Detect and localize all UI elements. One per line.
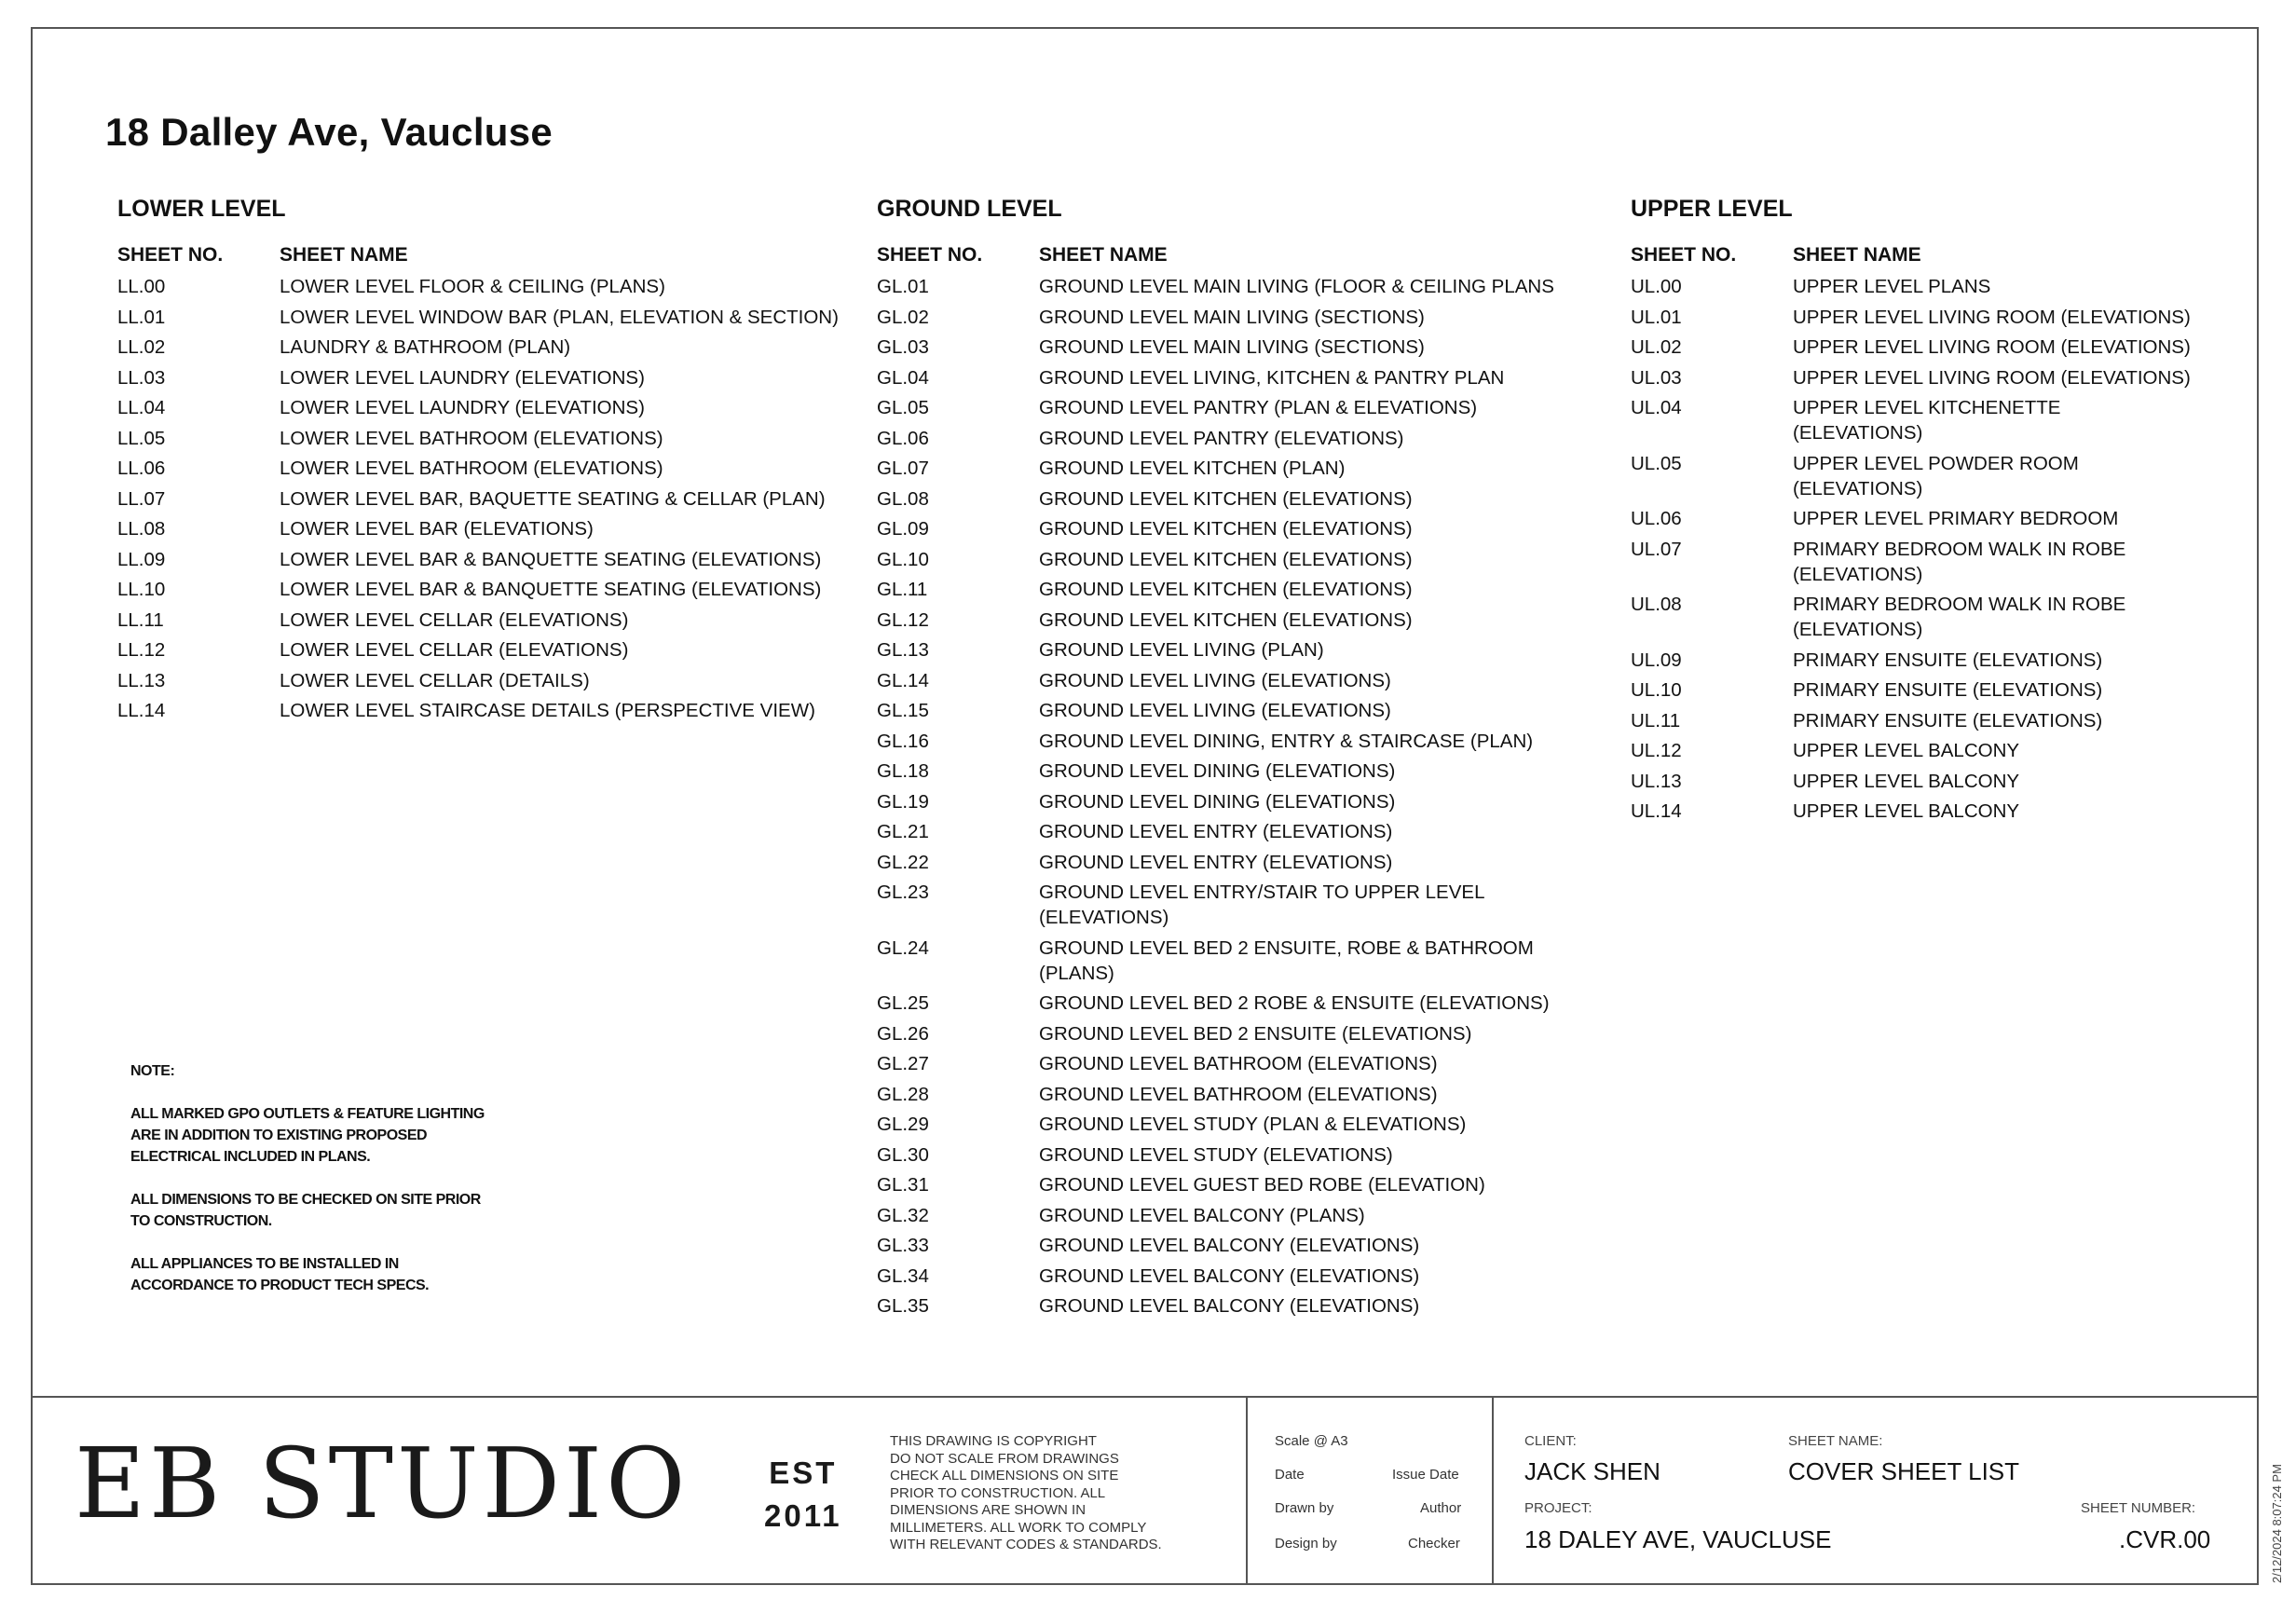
sheet-name: GROUND LEVEL LIVING, KITCHEN & PANTRY PLAN — [1039, 366, 1505, 389]
sheet-number: LL.11 — [117, 608, 164, 631]
date-value: Issue Date — [1392, 1467, 1459, 1483]
sheet-name-header: SHEET NAME — [280, 244, 408, 266]
sheet-number: LL.05 — [117, 427, 166, 449]
sheet-number: LL.09 — [117, 548, 166, 570]
sheet-number: LL.12 — [117, 639, 166, 661]
sheet-row — [1631, 677, 2194, 703]
sheet-row — [877, 486, 1598, 512]
sheet-number: LL.13 — [117, 669, 166, 691]
sheet-number: GL.16 — [877, 730, 929, 752]
sheet-number: UL.08 — [1631, 594, 1682, 615]
sheet-number: LL.03 — [117, 366, 166, 389]
sheet-name: GROUND LEVEL PANTRY (PLAN & ELEVATIONS) — [1039, 397, 1478, 418]
title-block-top-border — [31, 1396, 2259, 1398]
sheet-no-header: SHEET NO. — [117, 244, 224, 266]
sheet-name: GROUND LEVEL KITCHEN (ELEVATIONS) — [1039, 518, 1413, 540]
sheet-name: LOWER LEVEL CELLAR (ELEVATIONS) — [280, 639, 629, 661]
drawn-by-value: Author — [1420, 1500, 1462, 1516]
scale-label: Scale @ A3 — [1275, 1433, 1348, 1449]
sheet-number: LL.04 — [117, 397, 166, 418]
project-label: PROJECT: — [1524, 1500, 1592, 1516]
sheet-row — [117, 516, 839, 541]
sheet-number: LL.08 — [117, 518, 166, 540]
sheet-row — [877, 936, 1598, 986]
sheet-name: GROUND LEVEL LIVING (ELEVATIONS) — [1039, 700, 1391, 721]
sheet-number: UL.07 — [1631, 538, 1682, 560]
sheet-number: GL.18 — [877, 760, 929, 782]
sheet-name: PRIMARY BEDROOM WALK IN ROBE (ELEVATIONS) — [1793, 538, 2126, 585]
sheet-name: PRIMARY ENSUITE (ELEVATIONS) — [1793, 679, 2103, 701]
sheet-number: GL.07 — [877, 458, 929, 479]
sheet-row — [877, 395, 1598, 420]
copyright-line: DIMENSIONS ARE SHOWN IN — [890, 1502, 1086, 1518]
sheet-row — [117, 335, 839, 360]
title-block-divider — [1246, 1396, 1248, 1585]
date-label: Date — [1275, 1467, 1305, 1483]
sheet-number: GL.15 — [877, 700, 929, 721]
sheet-number: GL.06 — [877, 427, 929, 449]
sheet-number: GL.19 — [877, 790, 929, 813]
sheet-number: LL.00 — [117, 276, 166, 297]
sheet-name: LOWER LEVEL BAR & BANQUETTE SEATING (ELEVATIONS) — [280, 579, 822, 600]
est-label: EST — [769, 1456, 838, 1490]
sheet-name: GROUND LEVEL BATHROOM (ELEVATIONS) — [1039, 1053, 1438, 1074]
drawn-by-label: Drawn by — [1275, 1500, 1334, 1516]
sheet-name: LOWER LEVEL BAR (ELEVATIONS) — [280, 518, 594, 540]
sheet-number: GL.26 — [877, 1022, 929, 1045]
sheet-number: GL.21 — [877, 821, 929, 842]
sheet-name: LOWER LEVEL WINDOW BAR (PLAN, ELEVATION & SECTION) — [280, 306, 839, 328]
sheet-name: UPPER LEVEL LIVING ROOM (ELEVATIONS) — [1793, 336, 2191, 358]
sheet-number: GL.30 — [877, 1143, 929, 1166]
sheet-name: PRIMARY ENSUITE (ELEVATIONS) — [1793, 709, 2103, 731]
sheet-number: GL.35 — [877, 1295, 929, 1317]
sheet-name: GROUND LEVEL ENTRY (ELEVATIONS) — [1039, 821, 1393, 842]
sheet-row — [117, 668, 839, 693]
sheet-number: UL.05 — [1631, 452, 1682, 474]
sheet-number: GL.12 — [877, 608, 929, 631]
sheet-name: GROUND LEVEL BALCONY (ELEVATIONS) — [1039, 1264, 1420, 1287]
client-label: CLIENT: — [1524, 1433, 1577, 1449]
notes-block — [130, 1060, 485, 1318]
sheet-name: GROUND LEVEL STUDY (PLAN & ELEVATIONS) — [1039, 1114, 1467, 1135]
sheet-number: GL.34 — [877, 1264, 929, 1287]
copyright-line: THIS DRAWING IS COPYRIGHT — [890, 1433, 1097, 1449]
sheet-row — [1631, 769, 2194, 794]
sheet-row — [117, 395, 839, 420]
sheet-number: GL.32 — [877, 1204, 929, 1226]
sheet-row — [877, 1172, 1598, 1197]
sheet-name: GROUND LEVEL ENTRY (ELEVATIONS) — [1039, 851, 1393, 873]
sheet-row — [117, 426, 839, 451]
sheet-name: GROUND LEVEL ENTRY/STAIR TO UPPER LEVEL (ELEVATIONS) — [1039, 882, 1484, 928]
sheet-name: GROUND LEVEL BATHROOM (ELEVATIONS) — [1039, 1083, 1438, 1105]
sheet-name: LOWER LEVEL FLOOR & CEILING (PLANS) — [280, 276, 665, 297]
sheet-name: GROUND LEVEL DINING (ELEVATIONS) — [1039, 760, 1396, 782]
sheet-name: LOWER LEVEL CELLAR (DETAILS) — [280, 669, 590, 691]
sheet-number-label: SHEET NUMBER: — [2081, 1500, 2196, 1516]
sheet-row — [877, 456, 1598, 481]
sheet-row — [1631, 506, 2194, 531]
sheet-name: GROUND LEVEL MAIN LIVING (SECTIONS) — [1039, 336, 1425, 358]
sheet-row — [1631, 648, 2194, 673]
sheet-number: GL.27 — [877, 1053, 929, 1074]
sheet-row — [877, 426, 1598, 451]
sheet-row — [877, 516, 1598, 541]
sheet-number: GL.22 — [877, 851, 929, 873]
sheet-number: LL.06 — [117, 458, 166, 479]
sheet-name: GROUND LEVEL KITCHEN (ELEVATIONS) — [1039, 579, 1413, 600]
sheet-row — [877, 305, 1598, 330]
sheet-name: UPPER LEVEL PLANS — [1793, 276, 1991, 297]
upper-level-section — [1631, 196, 2194, 829]
sheet-row — [877, 759, 1598, 784]
lower-level-section — [117, 196, 839, 729]
studio-logo: EB STUDIO — [75, 1427, 690, 1540]
sheet-number: UL.09 — [1631, 649, 1682, 671]
sheet-row — [117, 698, 839, 723]
sheet-number: UL.04 — [1631, 397, 1682, 418]
column-headers — [117, 244, 839, 274]
copyright-line: MILLIMETERS. ALL WORK TO COMPLY — [890, 1519, 1147, 1536]
sheet-row — [877, 1112, 1598, 1137]
sheet-row — [877, 637, 1598, 663]
sheet-row — [877, 668, 1598, 693]
sheet-row — [877, 365, 1598, 390]
level-heading: UPPER LEVEL — [1631, 196, 1793, 222]
sheet-row — [117, 365, 839, 390]
sheet-number: GL.14 — [877, 669, 929, 691]
sheet-row — [1631, 799, 2194, 824]
sheet-name: LOWER LEVEL CELLAR (ELEVATIONS) — [280, 608, 629, 631]
sheet-name: PRIMARY BEDROOM WALK IN ROBE (ELEVATIONS) — [1793, 594, 2126, 640]
sheet-row — [117, 608, 839, 633]
sheet-name: GROUND LEVEL LIVING (PLAN) — [1039, 639, 1324, 661]
sheet-row — [117, 274, 839, 299]
sheet-number: GL.03 — [877, 336, 929, 358]
sheet-number: GL.08 — [877, 487, 929, 510]
sheet-row — [1631, 305, 2194, 330]
sheet-name-value: COVER SHEET LIST — [1788, 1457, 2020, 1485]
copyright-line: DO NOT SCALE FROM DRAWINGS — [890, 1450, 1119, 1467]
sheet-number: GL.13 — [877, 639, 929, 661]
page-title: 18 Dalley Ave, Vaucluse — [105, 110, 554, 154]
sheet-row — [877, 1264, 1598, 1289]
sheet-name: UPPER LEVEL LIVING ROOM (ELEVATIONS) — [1793, 306, 2191, 328]
sheet-row — [117, 577, 839, 602]
sheet-number: LL.10 — [117, 579, 166, 600]
sheet-row — [117, 305, 839, 330]
sheet-number: UL.01 — [1631, 306, 1682, 328]
sheet-row — [1631, 335, 2194, 360]
sheet-row — [117, 456, 839, 481]
sheet-name: UPPER LEVEL KITCHENETTE (ELEVATIONS) — [1793, 397, 2061, 444]
sheet-name: UPPER LEVEL LIVING ROOM (ELEVATIONS) — [1793, 366, 2191, 389]
sheet-name: GROUND LEVEL MAIN LIVING (FLOOR & CEILING PLANS — [1039, 276, 1554, 297]
sheet-name: GROUND LEVEL KITCHEN (ELEVATIONS) — [1039, 548, 1413, 570]
sheet-number: UL.06 — [1631, 508, 1682, 529]
sheet-number: UL.10 — [1631, 679, 1682, 701]
title-block-divider — [1492, 1396, 1494, 1585]
sheet-name: LOWER LEVEL LAUNDRY (ELEVATIONS) — [280, 366, 645, 389]
sheet-name: GROUND LEVEL GUEST BED ROBE (ELEVATION) — [1039, 1174, 1485, 1196]
sheet-row — [877, 1142, 1598, 1168]
sheet-name: GROUND LEVEL BALCONY (ELEVATIONS) — [1039, 1295, 1420, 1317]
sheet-number: GL.01 — [877, 276, 929, 297]
sheet-row — [877, 547, 1598, 572]
est-year: 2011 — [764, 1498, 842, 1533]
sheet-name: GROUND LEVEL BED 2 ENSUITE (ELEVATIONS) — [1039, 1022, 1472, 1045]
sheet-row — [877, 1051, 1598, 1076]
copyright-line: PRIOR TO CONSTRUCTION. ALL — [890, 1484, 1106, 1501]
sheet-name: LAUNDRY & BATHROOM (PLAN) — [280, 336, 571, 358]
note-item: ALL DIMENSIONS TO BE CHECKED ON SITE PRIOR TO CONSTRUCTION. — [130, 1192, 481, 1229]
sheet-row — [877, 729, 1598, 754]
sheet-number: UL.11 — [1631, 709, 1681, 731]
sheet-name: GROUND LEVEL BED 2 ENSUITE, ROBE & BATHROOM (PLANS) — [1039, 936, 1534, 984]
design-by-label: Design by — [1275, 1536, 1337, 1551]
level-heading: GROUND LEVEL — [877, 196, 1062, 222]
sheet-name: UPPER LEVEL POWDER ROOM (ELEVATIONS) — [1793, 452, 2079, 499]
sheet-row — [877, 608, 1598, 633]
copyright-line: CHECK ALL DIMENSIONS ON SITE — [890, 1468, 1119, 1483]
sheet-number-value: .CVR.00 — [2119, 1525, 2211, 1553]
sheet-row — [877, 1293, 1598, 1319]
sheet-name: PRIMARY ENSUITE (ELEVATIONS) — [1793, 649, 2103, 671]
ground-level-section — [877, 196, 1598, 1324]
sheet-row — [1631, 451, 2194, 501]
sheet-name: GROUND LEVEL KITCHEN (ELEVATIONS) — [1039, 608, 1413, 631]
sheet-number: GL.11 — [877, 579, 928, 600]
sheet-no-header: SHEET NO. — [1631, 244, 1737, 266]
sheet-number: UL.14 — [1631, 800, 1682, 822]
sheet-name: GROUND LEVEL MAIN LIVING (SECTIONS) — [1039, 306, 1425, 328]
sheet-name: LOWER LEVEL BATHROOM (ELEVATIONS) — [280, 458, 663, 479]
sheet-name: GROUND LEVEL KITCHEN (ELEVATIONS) — [1039, 487, 1413, 510]
sheet-number: UL.03 — [1631, 366, 1682, 389]
sheet-name-header: SHEET NAME — [1793, 244, 1921, 266]
sheet-number: GL.04 — [877, 366, 929, 389]
project-value: 18 DALEY AVE, VAUCLUSE — [1524, 1525, 1832, 1553]
sheet-name: GROUND LEVEL DINING, ENTRY & STAIRCASE (PLAN) — [1039, 730, 1534, 752]
sheet-number: GL.05 — [877, 397, 929, 418]
sheet-row — [1631, 274, 2194, 299]
print-timestamp: 2/12/2024 8:07:24 PM — [2270, 1464, 2284, 1583]
sheet-number: UL.12 — [1631, 740, 1682, 761]
est-mark — [764, 1452, 842, 1538]
sheet-number: LL.14 — [117, 700, 166, 721]
sheet-row — [1631, 395, 2194, 445]
sheet-number: GL.25 — [877, 992, 929, 1014]
sheet-number: UL.13 — [1631, 770, 1682, 792]
sheet-row — [877, 819, 1598, 844]
sheet-number: GL.24 — [877, 936, 929, 959]
sheet-name: GROUND LEVEL BALCONY (PLANS) — [1039, 1204, 1365, 1226]
sheet-name: UPPER LEVEL BALCONY — [1793, 800, 2020, 822]
sheet-name: GROUND LEVEL BED 2 ROBE & ENSUITE (ELEVATIONS) — [1039, 992, 1550, 1014]
copyright-line: WITH RELEVANT CODES & STANDARDS. — [890, 1537, 1162, 1552]
sheet-name: UPPER LEVEL BALCONY — [1793, 770, 2020, 792]
sheet-row — [877, 991, 1598, 1016]
sheet-number: GL.02 — [877, 306, 929, 328]
sheet-row — [877, 274, 1598, 299]
sheet-name: UPPER LEVEL PRIMARY BEDROOM — [1793, 508, 2119, 529]
sheet-row — [877, 1233, 1598, 1258]
note-item: ALL APPLIANCES TO BE INSTALLED IN ACCORDANCE TO PRODUCT TECH SPECS. — [130, 1256, 430, 1293]
sheet-number: GL.33 — [877, 1235, 929, 1256]
sheet-number: LL.01 — [117, 306, 166, 328]
sheet-no-header: SHEET NO. — [877, 244, 983, 266]
sheet-row — [117, 547, 839, 572]
sheet-number: GL.09 — [877, 518, 929, 540]
sheet-row — [877, 880, 1598, 930]
sheet-row — [1631, 365, 2194, 390]
note-heading: NOTE: — [130, 1063, 175, 1079]
sheet-row — [877, 698, 1598, 723]
sheet-row — [1631, 537, 2194, 587]
column-headers — [877, 244, 1598, 274]
sheet-row — [877, 850, 1598, 875]
sheet-row — [117, 486, 839, 512]
sheet-name-label: SHEET NAME: — [1788, 1433, 1883, 1449]
sheet-name: LOWER LEVEL STAIRCASE DETAILS (PERSPECTIVE VIEW) — [280, 700, 815, 721]
sheet-name: LOWER LEVEL LAUNDRY (ELEVATIONS) — [280, 397, 645, 418]
sheet-name: GROUND LEVEL DINING (ELEVATIONS) — [1039, 790, 1396, 813]
sheet-name: GROUND LEVEL BALCONY (ELEVATIONS) — [1039, 1235, 1420, 1256]
sheet-row — [877, 1021, 1598, 1046]
sheet-number: GL.23 — [877, 882, 929, 903]
column-headers — [1631, 244, 2194, 274]
sheet-name-header: SHEET NAME — [1039, 244, 1168, 266]
sheet-number: GL.31 — [877, 1174, 929, 1196]
sheet-row — [877, 789, 1598, 814]
copyright-notice — [890, 1433, 1207, 1554]
sheet-row — [1631, 592, 2194, 642]
sheet-name: GROUND LEVEL KITCHEN (PLAN) — [1039, 458, 1346, 479]
sheet-row — [877, 577, 1598, 602]
sheet-row — [877, 1203, 1598, 1228]
sheet-row — [1631, 738, 2194, 763]
sheet-number: GL.10 — [877, 548, 929, 570]
sheet-number: UL.02 — [1631, 336, 1682, 358]
sheet-row — [877, 335, 1598, 360]
sheet-name: UPPER LEVEL BALCONY — [1793, 740, 2020, 761]
sheet-name: GROUND LEVEL STUDY (ELEVATIONS) — [1039, 1143, 1393, 1166]
design-by-value: Checker — [1408, 1536, 1460, 1551]
level-heading: LOWER LEVEL — [117, 196, 286, 222]
sheet-name: LOWER LEVEL BAR & BANQUETTE SEATING (ELEVATIONS) — [280, 548, 822, 570]
sheet-number: UL.00 — [1631, 276, 1682, 297]
note-item: ALL MARKED GPO OUTLETS & FEATURE LIGHTING ARE IN ADDITION TO EXISTING PROPOSED ELECTRICAL INCLUDED IN PLANS. — [130, 1106, 485, 1165]
sheet-number: GL.28 — [877, 1083, 929, 1105]
sheet-row — [1631, 708, 2194, 733]
sheet-name: LOWER LEVEL BAR, BAQUETTE SEATING & CELLAR (PLAN) — [280, 487, 826, 510]
sheet-number: LL.02 — [117, 336, 166, 358]
sheet-name: GROUND LEVEL LIVING (ELEVATIONS) — [1039, 669, 1391, 691]
sheet-number: LL.07 — [117, 487, 166, 510]
client-value: JACK SHEN — [1524, 1457, 1660, 1485]
sheet-number: GL.29 — [877, 1114, 929, 1135]
sheet-row — [877, 1082, 1598, 1107]
sheet-row — [117, 637, 839, 663]
sheet-name: GROUND LEVEL PANTRY (ELEVATIONS) — [1039, 427, 1404, 449]
sheet-name: LOWER LEVEL BATHROOM (ELEVATIONS) — [280, 427, 663, 449]
